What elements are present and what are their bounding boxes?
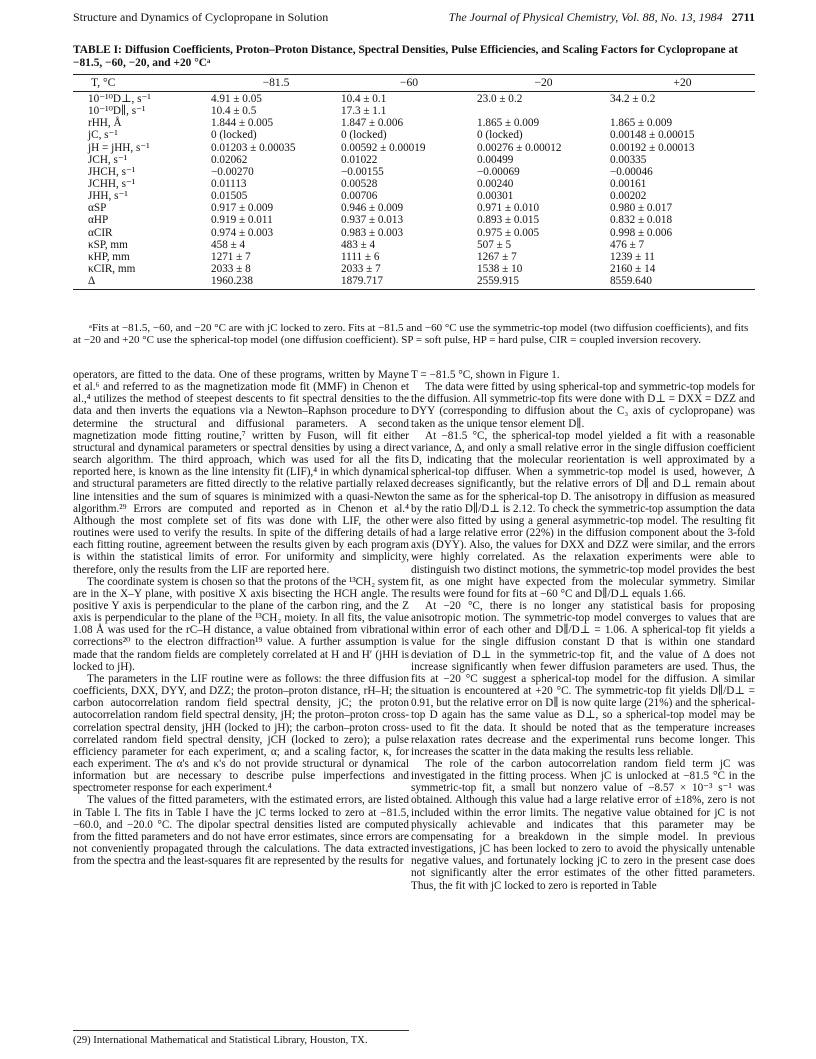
- table-row: [73, 190, 755, 202]
- table-cell: JHCH, s⁻¹: [88, 165, 136, 178]
- table-cell: 10.4 ± 0.1: [341, 93, 387, 105]
- table-cell: 0.998 ± 0.006: [610, 226, 673, 239]
- table-cell: κHP, mm: [88, 250, 130, 263]
- table-cell: κSP, mm: [88, 238, 128, 251]
- table-row: [73, 93, 755, 105]
- table-cell: 0.00528: [341, 177, 378, 190]
- table-cell: 0.00192 ± 0.00013: [610, 141, 695, 154]
- table-bottom-rule: [73, 289, 755, 290]
- running-title: Structure and Dynamics of Cyclopropane in Solution: [73, 10, 329, 24]
- header-cell: T, °C: [91, 76, 116, 89]
- table-row: [73, 263, 755, 275]
- header-cell: −81.5: [262, 76, 290, 89]
- table-cell: 0.00240: [477, 177, 514, 190]
- table-cell: 507 ± 5: [477, 238, 512, 251]
- table-cell: 2160 ± 14: [610, 262, 656, 275]
- table-cell: 1879.717: [341, 275, 383, 288]
- table-row: [73, 178, 755, 190]
- table-cell: 0.00148 ± 0.00015: [610, 129, 695, 142]
- table-cell: 8559.640: [610, 275, 652, 288]
- table-row: [73, 142, 755, 154]
- table-row: [73, 105, 755, 117]
- body-paragraph: operators, are fitted to the data. One of these programs, written by Mayne et al.⁶ and referred to as the magnetization mode fit (MMF) in Chenon et al.,⁴ utilizes the method of steepest descents to fit spectral densities to the data and then inverts the equations via a Newton–Raphson procedure to determine the structural and diffusional parameters. A second magnetization mode fitting routine,⁷ written by Fuson, will fit either structural and dynamical parameters or spectral densities by using a direct search algorithm. The third approach, which was used for all the fits reported here, is known as the line intensity fit (LIF),⁴ in which dynamical and structural parameters are fitted directly to the relative partially relaxed line intensities and the sum of squares is minimized with a quasi-Newton algorithm.²⁹ Errors are computed and reported as in Chenon et al.⁴ Although the most complete set of fits was done with LIF, the other routines were used to verify the results. In spite of the differing details of each fitting routine, agreement between the results given by each program is within the statistical limits of error. For uniformity and simplicity, therefore, only the results from the LIF are reported here.: [73, 369, 409, 576]
- table-cell: 0.00706: [341, 190, 378, 203]
- table-header-rule: [73, 91, 755, 92]
- table-cell: 10⁻¹⁰D∥, s⁻¹: [88, 105, 146, 118]
- table-cell: 1538 ± 10: [477, 262, 523, 275]
- table-cell: [610, 105, 755, 117]
- running-header: [73, 10, 755, 25]
- body-paragraph: The coordinate system is chosen so that the protons of the ¹³CH₂ system are in the X–Y plane, with positive X axis bisecting the HCH angle. The positive Y axis is perpendicular to the plane of the carbon ring, and the Z axis is perpendicular to the plane of the ¹³CH₂ moiety. In all fits, the value 1.08 Å was used for the rC–H distance, a value obtained from vibrational corrections²⁰ to the electron diffraction¹⁹ value. A further assumption is made that the random fields are completely correlated at H and H′ (jHH is locked to jH).: [73, 575, 409, 673]
- table-header-row: [73, 75, 755, 91]
- table-cell: 0.946 ± 0.009: [341, 202, 404, 215]
- table-cell: 10⁻¹⁰D⊥, s⁻¹: [88, 93, 151, 105]
- table-cell: 1267 ± 7: [477, 250, 517, 263]
- table-row: [73, 154, 755, 166]
- table-cell: −0.00069: [477, 165, 520, 178]
- table-cell: 17.3 ± 1.1: [341, 105, 387, 118]
- header-cell: −20: [534, 76, 553, 89]
- table-cell: 0.00202: [610, 190, 647, 203]
- right-text-column: [411, 369, 755, 1059]
- header-cell: −60: [399, 76, 419, 89]
- table-body: [73, 93, 755, 287]
- table-cell: rHH, Å: [88, 117, 122, 130]
- table-cell: 0.937 ± 0.013: [341, 214, 404, 227]
- table-cell: 1.865 ± 0.009: [610, 117, 673, 130]
- table-cell: Δ: [88, 275, 96, 288]
- table-cell: 2559.915: [477, 275, 519, 288]
- table-cell: 1111 ± 6: [341, 250, 380, 263]
- table-cell: 0.00499: [477, 153, 514, 166]
- body-paragraph: At −81.5 °C, the spherical-top model yielded a fit with a reasonable variance, Δ, and only a small relative error in the single diffusion coefficient D, indicating that the molecular reorientation is well approximated by a spherical-top diffuser. When a symmetric-top model is used, however, Δ decreases significantly, but the relative errors of D∥ and D⊥ remain about the same as for the spherical-top D. The anisotropy in diffusion as measured by the ratio D∥/D⊥ is 2.12. To check the symmetric-top assumption the data were also fitted by using a general asymmetric-top model. The resulting fit had a large relative error (22%) in the diffusion component about the 3-fold axis (DYY). Also, the values for DXX and DZZ were similar, and the errors were highly correlated. As the relaxation experiments were able to distinguish two distinct motions, the symmetric-top model provides the best fit, as one might have expected from the molecular symmetry. Similar results were found for fits at −60 °C and D∥/D⊥ equals 1.66.: [411, 429, 755, 600]
- table-cell: 0.971 ± 0.010: [477, 202, 540, 215]
- table-cell: JHH, s⁻¹: [88, 190, 128, 203]
- table-cell: κCIR, mm: [88, 262, 136, 275]
- table-cell: −0.00046: [610, 165, 653, 178]
- body-paragraph: The values of the fitted parameters, with the estimated errors, are listed in Table I. The fits in Table I have the jC terms locked to zero at −81.5, −60.0, and −20.0 °C. The dipolar spectral densities listed are computed from the fitted parameters and do not have error estimates, since errors are not conveniently propagated through the calculations. The data extracted from the spectra and the least-squares fit are represented by the results for: [73, 794, 409, 868]
- header-cell: +20: [673, 76, 692, 89]
- page-number: 2711: [731, 10, 755, 24]
- journal-citation: [449, 10, 755, 25]
- table-cell: −0.00270: [211, 165, 254, 178]
- table-cell: 0.975 ± 0.005: [477, 226, 540, 239]
- table-cell: [477, 105, 610, 117]
- body-paragraph: The role of the carbon autocorrelation random field term jC was investigated in the fitting process. When jC is unlocked at −81.5 °C in the symmetric-top fit, a small but nonzero value of −8.57 × 10⁻³ s⁻¹ was obtained. Although this value had a large relative error of ±18%, zero is not included within the error limits. The negative value obtained for jC is not physically achievable and indicates that this parameter may be compensating for a breakdown in the simple model. In previous investigations, jC has been locked to zero to avoid the physically untenable negative values, and fortunately locking jC to zero in the present case does not significantly alter the error estimates of the other fitted parameters. Thus, the fit with jC locked to zero is reported in Table: [411, 758, 755, 892]
- body-paragraph: At −20 °C, there is no longer any statistical basis for proposing anisotropic motion. The symmetric-top model converges to values that are within error of each other and D∥/D⊥ = 1.06. A spherical-top fit yields a value for the single diffusion constant D that is within one standard deviation of D⊥ in the symmetric-top fit, and the value of Δ does not increase significantly when fewer diffusion parameters are used. Thus, the fits at −20 °C suggest a spherical-top model for the diffusion. A similar situation is encountered at +20 °C. The symmetric-top fit yields D∥/D⊥ = 0.91, but the relative error on D∥ is now quite large (21%) and the spherical-top D again has the same value as D⊥, so a spherical-top model may be used to fit the data. It should be noted that as the temperature increases relaxation rates decrease and the experimental runs become longer. This increases the scatter in the data making the results less reliable.: [411, 599, 755, 758]
- table-cell: 0.980 ± 0.017: [610, 202, 673, 215]
- table-cell: 0 (locked): [341, 129, 387, 142]
- table-cell: 0.00335: [610, 153, 647, 166]
- table-cell: jC, s⁻¹: [88, 129, 118, 142]
- table-row: [73, 129, 755, 141]
- table-cell: 0.02062: [211, 153, 248, 166]
- table-cell: 10.4 ± 0.5: [211, 105, 257, 118]
- body-paragraph: T = −81.5 °C, shown in Figure 1.: [411, 369, 560, 381]
- table-cell: 0.01505: [211, 190, 248, 203]
- table-cell: 458 ± 4: [211, 238, 246, 251]
- table-cell: 0.01203 ± 0.00035: [211, 141, 296, 154]
- table-footnote: ᵃFits at −81.5, −60, and −20 °C are with jC locked to zero. Fits at −81.5 and −60 °C use the symmetric-top model (two diffusion coefficients), and fits at −20 and +20 °C use the spherical-top model (one diffusion coefficient). SP = soft pulse, HP = hard pulse, CIR = coupled inversion recovery.: [73, 322, 749, 347]
- table-row: [73, 202, 755, 214]
- table-row: [73, 214, 755, 226]
- table-cell: 23.0 ± 0.2: [477, 93, 523, 105]
- table-cell: 0 (locked): [211, 129, 257, 142]
- table-row: [73, 227, 755, 239]
- table-cell: 0.832 ± 0.018: [610, 214, 673, 227]
- journal-name: The Journal of Physical Chemistry, Vol. 88, No. 13, 1984: [448, 10, 723, 24]
- table-cell: 1271 ± 7: [211, 250, 251, 263]
- table-cell: JCHH, s⁻¹: [88, 177, 136, 190]
- table-cell: 0 (locked): [477, 129, 523, 142]
- reference-footnote: (29) International Mathematical and Statistical Library, Houston, TX.: [73, 1030, 409, 1046]
- table-cell: 0.00301: [477, 190, 514, 203]
- table-cell: 0.00592 ± 0.00019: [341, 141, 426, 154]
- table-cell: 0.01022: [341, 153, 378, 166]
- table-cell: 2033 ± 7: [341, 262, 381, 275]
- table-row: [73, 275, 755, 287]
- table-cell: JCH, s⁻¹: [88, 153, 128, 166]
- table-cell: 0.00276 ± 0.00012: [477, 141, 562, 154]
- table-cell: 1.865 ± 0.009: [477, 117, 540, 130]
- table-cell: 0.974 ± 0.003: [211, 226, 274, 239]
- table-cell: 0.983 ± 0.003: [341, 226, 404, 239]
- body-paragraph: The data were fitted by using spherical-top and symmetric-top models for the diffusion. All symmetric-top fits were done with D⊥ = DXX = DZZ and DYY (corresponding to diffusion about the C₃ axis of cyclopropane) was taken as the unique tensor element D∥.: [411, 381, 755, 430]
- table-cell: 1960.238: [211, 275, 253, 288]
- left-text-column: [73, 369, 409, 1029]
- table-cell: 0.917 ± 0.009: [211, 202, 274, 215]
- data-table: [73, 74, 755, 290]
- table-cell: 4.91 ± 0.05: [211, 93, 262, 105]
- table-cell: 1239 ± 11: [610, 250, 655, 263]
- table-cell: 1.847 ± 0.006: [341, 117, 404, 130]
- table-cell: αHP: [88, 214, 109, 227]
- table-row: [73, 251, 755, 263]
- table-cell: 0.919 ± 0.011: [211, 214, 273, 227]
- table-cell: 34.2 ± 0.2: [610, 93, 656, 105]
- table-row: [73, 166, 755, 178]
- table-cell: 483 ± 4: [341, 238, 376, 251]
- table-cell: jH = jHH, s⁻¹: [88, 141, 150, 154]
- body-paragraph: The parameters in the LIF routine were as follows: the three diffusion coefficients, DXX, DYY, and DZZ; the proton–proton distance, rH–H; the carbon autocorrelation random field spectral density, jC; the proton autocorrelation random field spectral density, jH; the proton–proton cross-correlation spectral density, jHH (locked to jH); the carbon–proton cross-correlated random field spectral density, jCH (locked to zero); a pulse efficiency parameter for each experiment, α; and a scaling factor, κ, for each experiment. The α's and κ's do not provide structural or dynamical information but are necessary to describe pulse imperfections and spectrometer response for each experiment.⁴: [73, 672, 409, 795]
- table-cell: αSP: [88, 202, 107, 215]
- table-cell: 1.844 ± 0.005: [211, 117, 274, 130]
- table-cell: αCIR: [88, 226, 113, 239]
- table-cell: 476 ± 7: [610, 238, 645, 251]
- table-cell: 2033 ± 8: [211, 262, 251, 275]
- table-cell: 0.00161: [610, 177, 647, 190]
- table-caption: TABLE I: Diffusion Coefficients, Proton–Proton Distance, Spectral Densities, Pulse Efficiencies, and Scaling Factors for Cyclopropane at −81.5, −60, −20, and +20 °Cᵃ: [73, 44, 738, 69]
- table-row: [73, 117, 755, 129]
- table-cell: 0.01113: [211, 177, 247, 190]
- table-cell: −0.00155: [341, 165, 384, 178]
- table-cell: 0.893 ± 0.015: [477, 214, 540, 227]
- table-row: [73, 239, 755, 251]
